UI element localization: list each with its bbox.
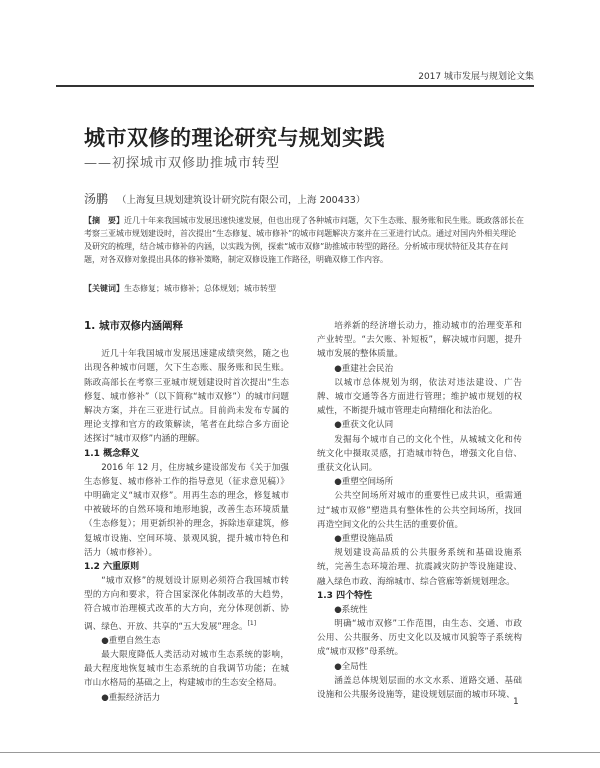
author-line xyxy=(84,190,365,207)
right-column xyxy=(317,319,522,702)
left-column xyxy=(84,319,289,705)
keywords xyxy=(84,283,524,295)
subsection-heading: 1.3 四个特性 xyxy=(317,590,373,601)
article-title: 城市双修的理论研究与规划实践 xyxy=(84,126,385,150)
paragraph xyxy=(84,574,289,634)
abstract xyxy=(84,214,524,266)
author-affiliation: （上海复旦规划建筑设计研究院有限公司，上海 200433） xyxy=(117,195,366,206)
subsection-heading: 1.1 概念释义 xyxy=(84,448,140,459)
author-name: 汤鹏 xyxy=(84,192,109,206)
bullet-heading: ●重塑空间场所 xyxy=(334,477,394,488)
abstract-label: 【摘 要】 xyxy=(84,216,124,225)
paragraph: 规划建设高品质的公共服务系统和基础设施系统，完善生态环境治理、抗震减灾防护等设施建设、融入绿色市政、海绵城市、综合管廊等新规划理念。 xyxy=(317,548,522,587)
paragraph-text: “城市双修”的规划设计原则必须符合我国城市转型的方向和要求，符合国家深化体制改革的大趋势，符合城市治理模式改革的大方向，充分体现创新、协调、绿色、开放、共享的“五大发展”理念。 xyxy=(84,576,289,632)
bullet-heading: ●重获文化认同 xyxy=(334,420,394,431)
bullet-heading: ●重塑设施品质 xyxy=(334,534,394,545)
bullet-heading: ●重塑自然生态 xyxy=(101,635,161,646)
paragraph: 最大限度降低人类活动对城市生态系统的影响，最大程度地恢复城市生态系统的自我调节功能；在城市山水格局的基础之上，构建城市的生态安全格局。 xyxy=(84,649,289,689)
article-subtitle: ——初探城市双修助推城市转型 xyxy=(84,156,281,171)
subsection-heading: 1.2 六重原则 xyxy=(84,562,140,573)
paragraph: 以城市总体规划为纲，依法对违法建设、广告牌、城市交通等各方面进行管理；维护城市规划的权威性，不断提升城市管理走向精细化和法治化。 xyxy=(317,377,522,417)
paragraph: 涵盖总体规划层面的水文水系、道路交通、基础设施和公共服务设施等，建设规划层面的城市环境、 xyxy=(317,675,522,701)
keywords-label: 【关键词】 xyxy=(84,284,124,293)
citation: [1] xyxy=(247,619,257,627)
paragraph: 发掘每个城市自己的文化个性，从城城文化和传统文化中摄取灵感，打造城市特色，增强文化自信、重获文化认同。 xyxy=(317,434,522,474)
bullet-heading: ●系统性 xyxy=(334,604,368,615)
bullet-heading: ●重振经济活力 xyxy=(101,692,161,703)
section-heading: 1. 城市双修内涵阐释 xyxy=(84,320,183,332)
paragraph: 明确“城市双修”工作范围，由生态、交通、市政公用、公共服务、历史文化以及城市风貌等子系统构成“城市双修”母系统。 xyxy=(317,619,522,658)
paragraph: 近几十年我国城市发展迅速建成绩突然，随之也出现各种城市问题，欠下生态账、服务账和民生账。陈政高部长在考察三亚城市规划建设时首次提出“生态修复、城市修补”（以下简称“城市双修”）的城市问题解决方案，并在三亚进行试点。目前尚未发布专属的理论支撑和官方的政策解读，笔者在此综合多方面论述探讨“城市双修”内涵的理解。 xyxy=(84,349,289,445)
bullet-heading: ●全局性 xyxy=(334,661,368,672)
running-header: 2017 城市发展与规划论文集 xyxy=(418,72,534,82)
bottom-edge-line xyxy=(0,752,600,753)
paragraph: 2016 年 12 月，住房城乡建设部发布《关于加强生态修复、城市修补工作的指导意见（征求意见稿）》中明确定义“城市双修”。用再生态的理念，修复城市中被破坏的自然环境和地形地貌，改善生态环境质量（生态修复）；用更新织补的理念，拆除违章建筑，修复城市设施、空间环境、景观风貌，提升城市特色和活力（城市修补）。 xyxy=(84,462,289,558)
paragraph: 公共空间场所对城市的重要性已成共识，亟需通过“城市双修”塑造具有整体性的公共空间场所，找回再造空间文化的公共生活的重要价值。 xyxy=(317,491,522,530)
header-rule xyxy=(56,85,534,87)
paragraph: 培养新的经济增长动力，推动城市的治理变革和产业转型。“去欠账、补短板”，解决城市问题，提升城市发展的整体质量。 xyxy=(317,321,522,360)
abstract-text: 近几十年来我国城市发展迅速快速发展，但也出现了各种城市问题，欠下生态账、服务账和民生账。既政落部长在考察三亚城市规划建设时，首次提出“生态修复、城市修补”的城市问题解决方案并在三亚进行试点。通过对国内外相关理论及研究的梳理，结合城市修补的内涵，以实践为例，探索“城市双修”助推城市转型的路径。分析城市现状特征及其存在问题，对各双修对象提出具体的修补策略，制定双修设施工作路径，明确双修工作内容。 xyxy=(84,216,524,264)
keywords-text: 生态修复；城市修补；总体规划；城市转型 xyxy=(124,284,276,293)
page-number: 1 xyxy=(513,697,519,707)
bullet-heading: ●重建社会民治 xyxy=(334,363,394,374)
